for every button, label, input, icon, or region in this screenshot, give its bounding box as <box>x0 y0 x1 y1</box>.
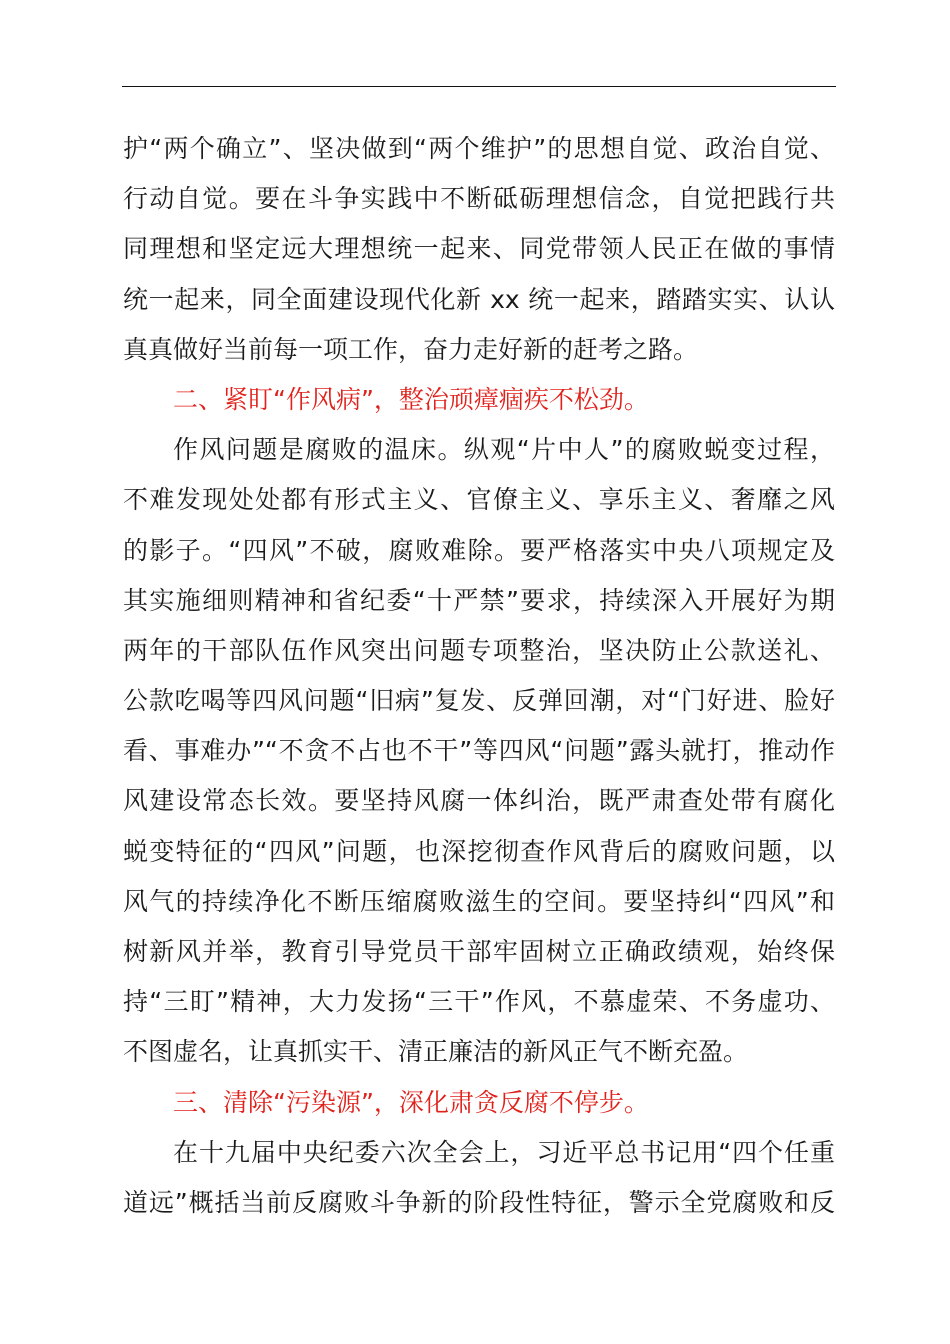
text-line: 行动自觉。要在斗争实践中不断砥砺理想信念，自觉把践行共 <box>123 184 835 214</box>
text-line: 不难发现处处都有形式主义、官僚主义、享乐主义、奢靡之风 <box>123 485 835 515</box>
text-line: 护“两个确立”、坚决做到“两个维护”的思想自觉、政治自觉、 <box>123 134 835 163</box>
text-line: 风气的持续净化不断压缩腐败滋生的空间。要坚持纠“四风”和 <box>123 886 835 916</box>
text-line: 蜕变特征的“四风”问题，也深挖彻查作风背后的腐败问题，以 <box>123 836 835 866</box>
paragraph <box>123 1128 835 1228</box>
text-line: 真真做好当前每一项工作，奋力走好新的赶考之路。 <box>123 334 699 364</box>
section-heading-text: 三、清除“污染源”，深化肃贪反腐不停步。 <box>173 1087 649 1117</box>
text-line: 公款吃喝等四风问题“旧病”复发、反弹回潮，对“门好进、脸好 <box>123 686 835 716</box>
text-line: 在十九届中央纪委六次全会上，习近平总书记用“四个任重 <box>173 1137 835 1167</box>
text-line: 风建设常态长效。要坚持风腐一体纠治，既严肃查处带有腐化 <box>123 786 835 816</box>
text-line: 树新风并举，教育引导党员干部牢固树立正确政绩观，始终保 <box>123 937 835 966</box>
paragraph <box>123 425 835 1077</box>
text-line: 看、事难办”“不贪不占也不干”等四风“问题”露头就打，推动作 <box>123 736 835 766</box>
section-heading <box>123 1078 835 1128</box>
text-line: 两年的干部队伍作风突出问题专项整治，坚决防止公款送礼、 <box>123 635 835 665</box>
section-heading <box>123 375 835 425</box>
text-line: 不图虚名，让真抓实干、清正廉洁的新风正气不断充盈。 <box>123 1037 749 1067</box>
document-body <box>123 124 835 1228</box>
header-rule <box>122 86 836 87</box>
text-line: 持“三盯”精神，大力发扬“三干”作风，不慕虚荣、不务虚功、 <box>123 987 835 1017</box>
paragraph <box>123 124 835 375</box>
text-line: 同理想和坚定远大理想统一起来、同党带领人民正在做的事情 <box>123 234 835 264</box>
text-line: 作风问题是腐败的温床。纵观“片中人”的腐败蜕变过程， <box>173 435 835 465</box>
text-line: 道远”概括当前反腐败斗争新的阶段性特征，警示全党腐败和反 <box>123 1187 835 1217</box>
text-line: 其实施细则精神和省纪委“十严禁”要求，持续深入开展好为期 <box>123 585 835 615</box>
text-line: 统一起来，同全面建设现代化新 xx 统一起来，踏踏实实、认认 <box>123 284 835 314</box>
section-heading-text: 二、紧盯“作风病”，整治顽瘴痼疾不松劲。 <box>173 384 649 414</box>
text-line: 的影子。“四风”不破，腐败难除。要严格落实中央八项规定及 <box>123 535 835 565</box>
